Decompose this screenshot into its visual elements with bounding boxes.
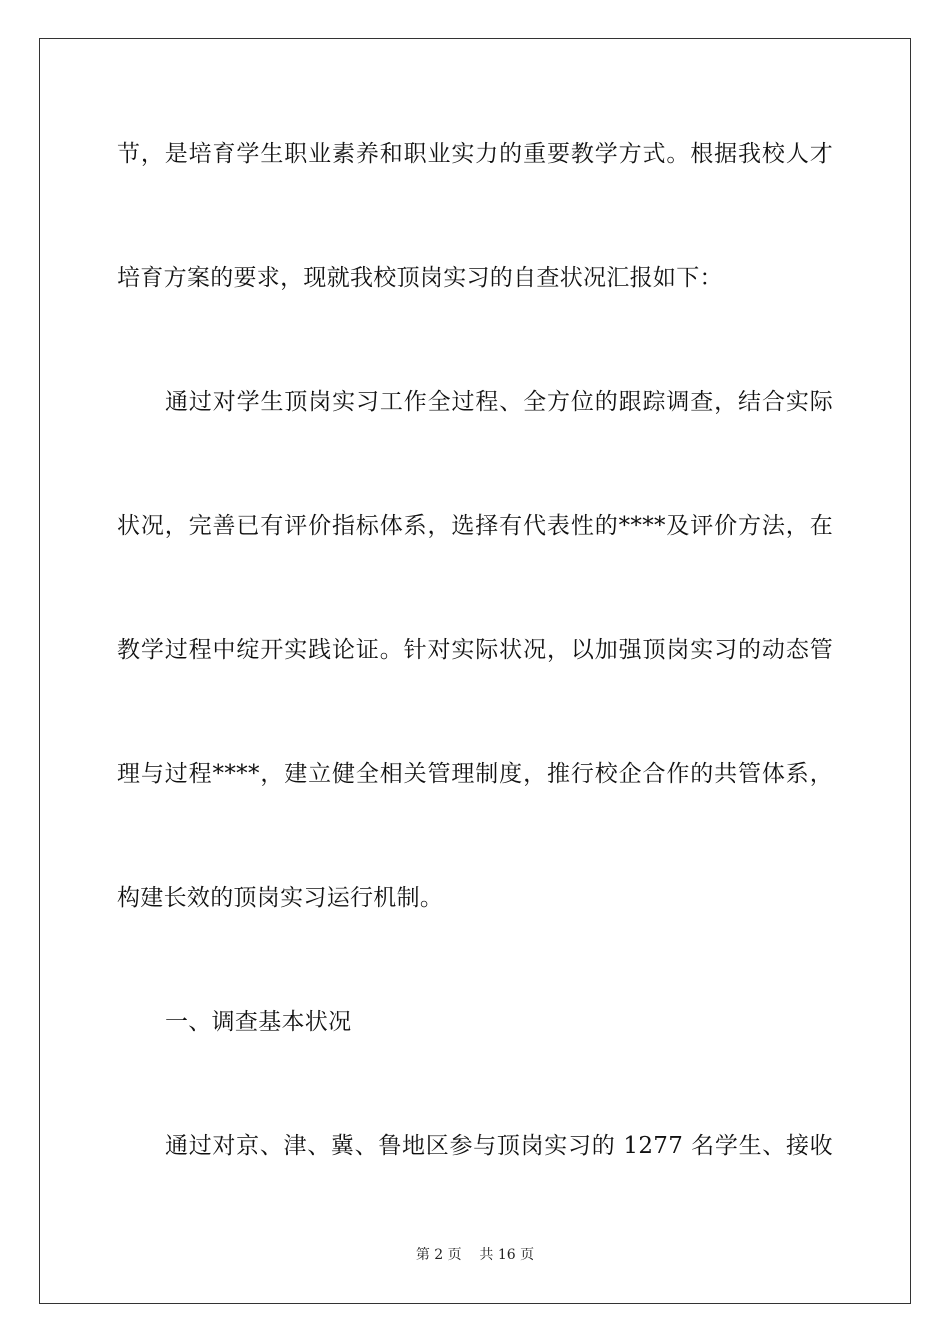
section-heading: 一、调查基本状况 [165,1009,352,1035]
paragraph-line: 节，是培育学生职业素养和职业实力的重要教学方式。根据我校人才 [117,141,833,167]
paragraph-line: 培育方案的要求，现就我校顶岗实习的自查状况汇报如下： [117,265,723,291]
page-border [39,38,911,1304]
paragraph-line: 通过对京、津、冀、鲁地区参与顶岗实习的 1277 名学生、接收 [165,1133,833,1159]
paragraph-line: 状况，完善已有评价指标体系，选择有代表性的****及评价方法，在 [117,513,833,539]
page-number-footer: 第 2 页 共 16 页 [415,1247,535,1263]
paragraph-line: 通过对学生顶岗实习工作全过程、全方位的跟踪调查，结合实际 [165,389,833,415]
paragraph-line: 构建长效的顶岗实习运行机制。 [117,885,444,911]
paragraph-line: 教学过程中绽开实践论证。针对实际状况，以加强顶岗实习的动态管 [117,637,833,663]
paragraph-line: 理与过程****，建立健全相关管理制度，推行校企合作的共管体系， [117,761,833,787]
